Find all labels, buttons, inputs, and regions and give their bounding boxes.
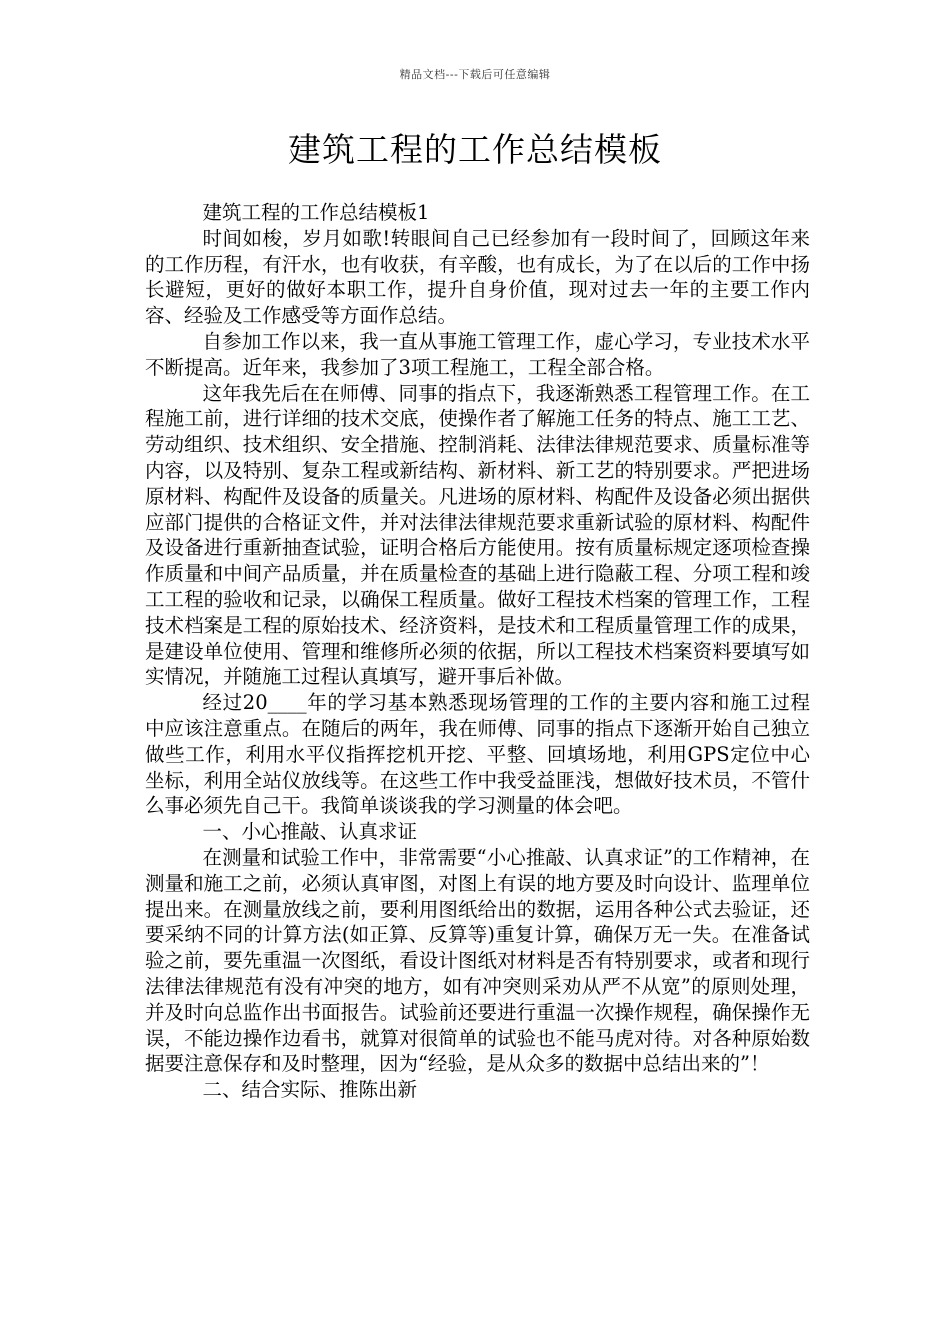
body-paragraph: 在测量和试验工作中，非常需要“小心推敲、认真求证”的工作精神，在测量和施工之前，必须认真审图，对图上有误的地方要及时向设计、监理单位提出来。在测量放线之前，要利用图纸给出的数据，运用各种公式去验证，还要采纳不同的计算方法(如正算、反算等)重复计算，确保万无一失。在准备试验之前，要先重温一次图纸，看设计图纸对材料是否有特别要求，或者和现行法律法律规范有没有冲突的地方，如有冲突则采劝从严不从宽”的原则处理，并及时向总监作出书面报告。试验前还要进行重温一次操作规程，确保操作无误，不能边操作边看书，就算对很简单的试验也不能马虎对待。对各种原始数据要注意保存和及时整理，因为“经验，是从众多的数据中总结出来的”！ (145, 845, 810, 1076)
body-paragraph: 自参加工作以来，我一直从事施工管理工作，虚心学习，专业技术水平不断提高。近年来，我参加了3项工程施工，工程全部合格。 (145, 329, 810, 379)
body-paragraph: 这年我先后在在师傅、同事的指点下，我逐渐熟悉工程管理工作。在工程施工前，进行详细的技术交底，使操作者了解施工任务的特点、施工工艺、劳动组织、技术组织、安全措施、控制消耗、法律法律规范要求、质量标准等内容，以及特别、复杂工程或新结构、新材料、新工艺的特别要求。严把进场原材料、构配件及设备的质量关。凡进场的原材料、构配件及设备必须出据供应部门提供的合格证文件，并对法律法律规范要求重新试验的原材料、构配件及设备进行重新抽查试验，证明合格后方能使用。按有质量标规定逐项检查操作质量和中间产品质量，并在质量检查的基础上进行隐蔽工程、分项工程和竣工工程的验收和记录，以确保工程质量。做好工程技术档案的管理工作，工程技术档案是工程的原始技术、经济资料，是技术和工程质量管理工作的成果，是建设单位使用、管理和维修所必须的依据，所以工程技术档案资料要填写如实情况，并随施工过程认真填写，避开事后补做。 (145, 381, 810, 689)
section-heading: 一、小心推敲、认真求证 (202, 820, 418, 844)
header-note: 精品文档---下载后可任意编辑 (399, 68, 551, 81)
section-heading: 二、结合实际、推陈出新 (202, 1078, 418, 1102)
subtitle-paragraph: 建筑工程的工作总结模板1 (202, 201, 430, 224)
body-paragraph: 时间如梭，岁月如歌!转眼间自己已经参加有一段时间了，回顾这年来的工作历程，有汗水，也有收获，有辛酸，也有成长，为了在以后的工作中扬长避短，更好的做好本职工作，提升自身价值，现对过去一年的主要工作内容、经验及工作感受等方面作总结。 (145, 226, 810, 328)
document-title: 建筑工程的工作总结模板 (288, 130, 662, 169)
body-paragraph: 经过20____年的学习基本熟悉现场管理的工作的主要内容和施工过程中应该注意重点。在随后的两年，我在师傅、同事的指点下逐渐开始自己独立做些工作，利用水平仪指挥挖机开挖、平整、回填场地，利用GPS定位中心坐标，利用全站仪放线等。在这些工作中我受益匪浅，想做好技术员，不管什么事必须先自己干。我简单谈谈我的学习测量的体会吧。 (145, 691, 810, 818)
document-body (145, 200, 810, 1103)
